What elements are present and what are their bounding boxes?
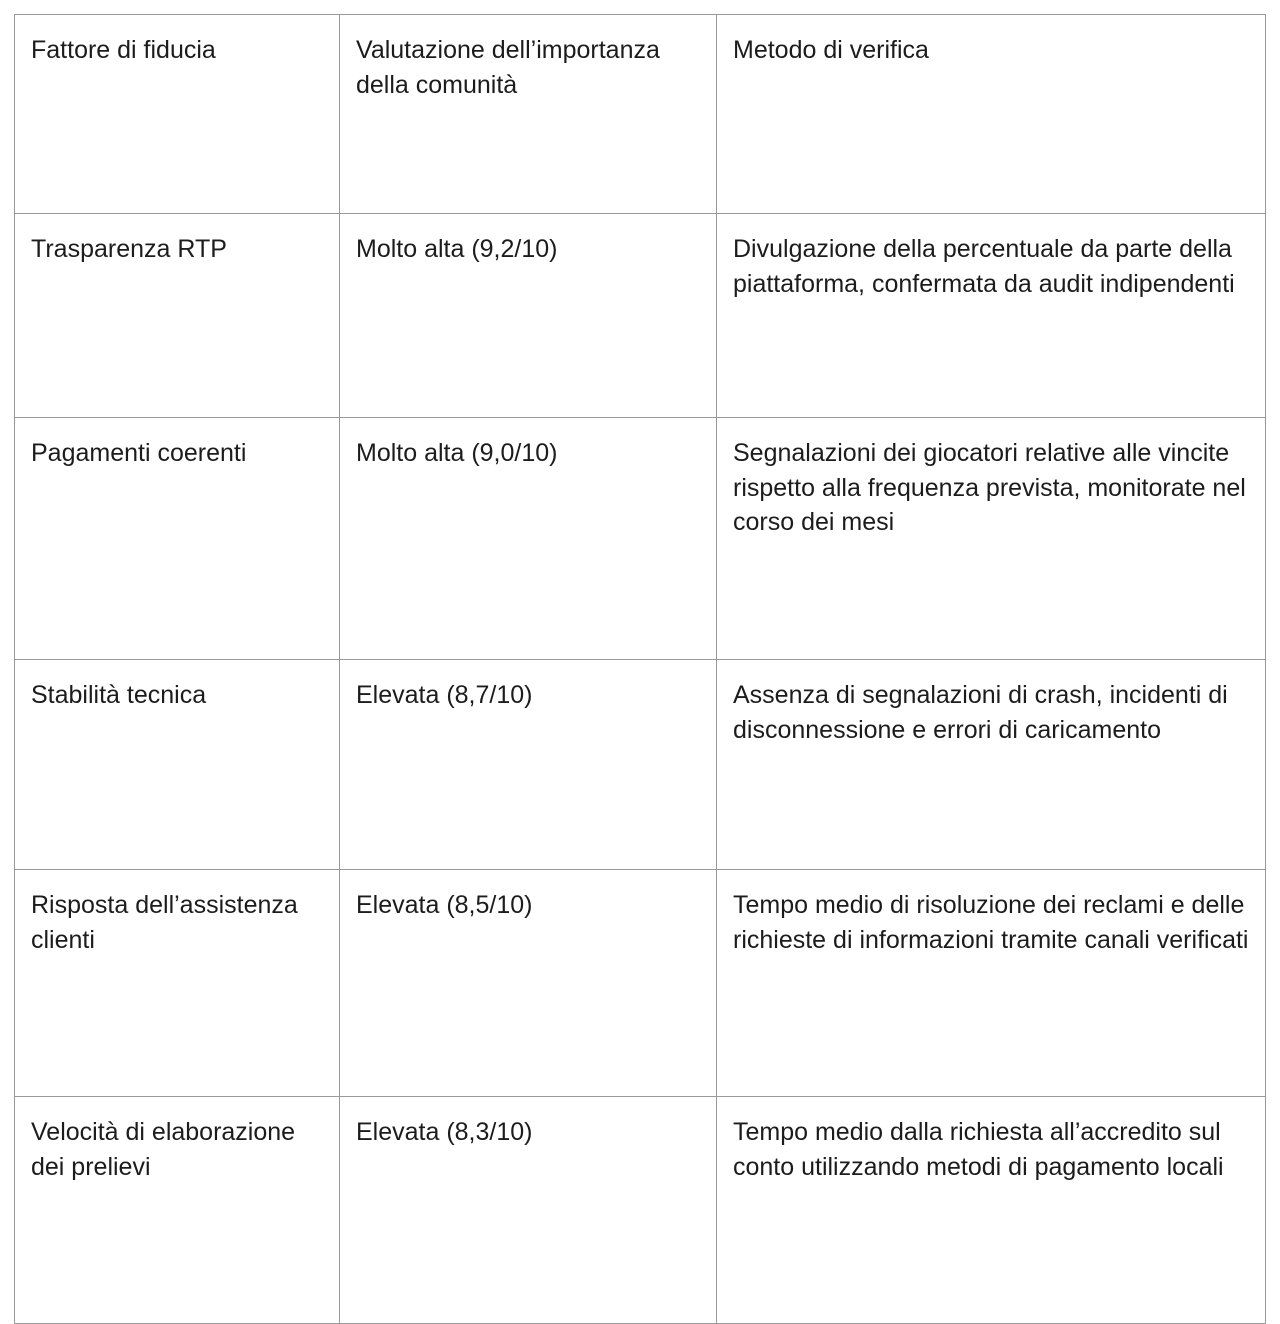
cell-method (717, 1097, 1266, 1324)
factor-label: Trasparenza RTP (31, 235, 227, 263)
rating-label: Elevata (8,5/10) (356, 891, 533, 919)
table-row (15, 214, 1266, 418)
trust-factors-table (14, 14, 1266, 1324)
column-header-factor-label: Fattore di fiducia (31, 36, 216, 64)
cell-rating (340, 418, 717, 660)
cell-factor (15, 418, 340, 660)
cell-rating (340, 870, 717, 1097)
cell-rating (340, 660, 717, 870)
cell-method (717, 870, 1266, 1097)
cell-factor (15, 214, 340, 418)
rating-label: Molto alta (9,0/10) (356, 439, 558, 467)
table-row (15, 870, 1266, 1097)
table-row (15, 418, 1266, 660)
factor-label: Pagamenti coerenti (31, 439, 247, 467)
method-label: Segnalazioni dei giocatori relative alle vincite rispetto alla frequenza prevista, monitorate nel corso dei mesi (733, 439, 1246, 536)
cell-rating (340, 214, 717, 418)
table-header-row (15, 15, 1266, 214)
method-label: Assenza di segnalazioni di crash, incidenti di disconnessione e errori di caricamento (733, 681, 1228, 744)
rating-label: Elevata (8,7/10) (356, 681, 533, 709)
cell-method (717, 660, 1266, 870)
method-label: Divulgazione della percentuale da parte della piattaforma, confermata da audit indipendenti (733, 235, 1235, 298)
rating-label: Molto alta (9,2/10) (356, 235, 558, 263)
factor-label: Stabilità tecnica (31, 681, 207, 709)
method-label: Tempo medio di risoluzione dei reclami e delle richieste di informazioni tramite canali verificati (733, 891, 1249, 954)
cell-rating (340, 1097, 717, 1324)
column-header-method-label: Metodo di verifica (733, 36, 929, 64)
rating-label: Elevata (8,3/10) (356, 1118, 533, 1146)
cell-factor (15, 1097, 340, 1324)
method-label: Tempo medio dalla richiesta all’accredito sul conto utilizzando metodi di pagamento locali (733, 1118, 1224, 1181)
column-header-method (717, 15, 1266, 214)
table-row (15, 1097, 1266, 1324)
cell-factor (15, 660, 340, 870)
column-header-factor (15, 15, 340, 214)
factor-label: Risposta dell’assistenza clienti (31, 891, 298, 954)
cell-factor (15, 870, 340, 1097)
factor-label: Velocità di elaborazione dei prelievi (31, 1118, 296, 1181)
column-header-rating (340, 15, 717, 214)
column-header-rating-label: Valutazione dell’importanza della comunità (356, 36, 660, 99)
cell-method (717, 418, 1266, 660)
table-row (15, 660, 1266, 870)
cell-method (717, 214, 1266, 418)
